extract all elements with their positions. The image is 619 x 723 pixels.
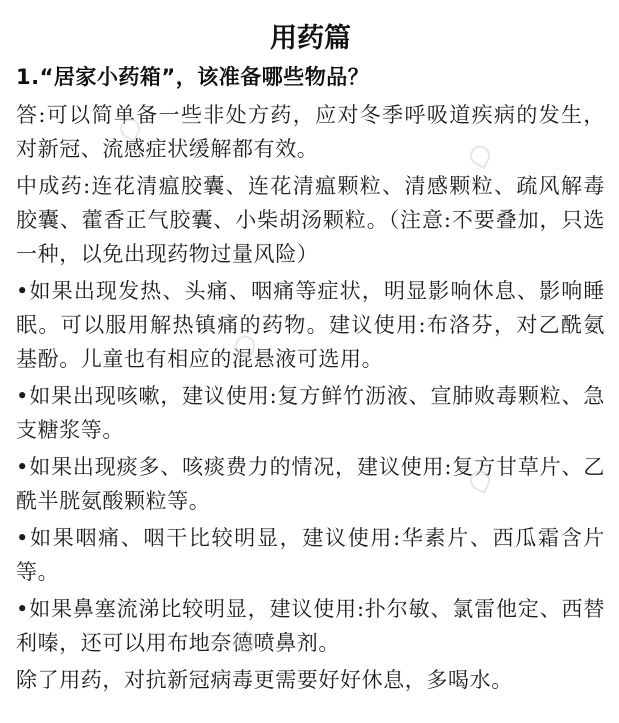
fever-advice-paragraph: •如果出现发热、头痛、咽痛等症状，明显影响休息、影响睡眠。可以服用解热镇痛的药物。建议使用:布洛芬，对乙酰氨基酚。儿童也有相应的混悬液可选用。 xyxy=(16,279,605,371)
sore-throat-advice-paragraph: •如果咽痛、咽干比较明显，建议使用:华素片、西瓜霜含片等。 xyxy=(16,526,605,584)
question-heading: 1.“居家小药箱”，该准备哪些物品？ xyxy=(16,65,370,89)
rest-advice-paragraph: 除了用药，对抗新冠病毒更需要好好休息，多喝水。 xyxy=(16,668,513,692)
nasal-advice-paragraph: •如果鼻塞流涕比较明显，建议使用:扑尔敏、氯雷他定、西替利嗪，还可以用布地奈德喷鼻剂。 xyxy=(16,597,605,655)
page-title: 用药篇 xyxy=(270,23,351,54)
answer-paragraph: 答:可以简单备一些非处方药，应对冬季呼吸道疾病的发生，对新冠、流感症状缓解都有效。 xyxy=(16,103,605,161)
phlegm-advice-paragraph: •如果出现痰多、咳痰费力的情况，建议使用:复方甘草片、乙酰半胱氨酸颗粒等。 xyxy=(16,455,605,513)
chinese-medicine-paragraph: 中成药:连花清瘟胶囊、连花清瘟颗粒、清感颗粒、疏风解毒胶囊、藿香正气胶囊、小柴胡汤颗粒。（注意:不要叠加，只选一种，以免出现药物过量风险） xyxy=(16,174,605,266)
cough-advice-paragraph: •如果出现咳嗽，建议使用:复方鲜竹沥液、宣肺败毒颗粒、急支糖浆等。 xyxy=(16,384,605,442)
